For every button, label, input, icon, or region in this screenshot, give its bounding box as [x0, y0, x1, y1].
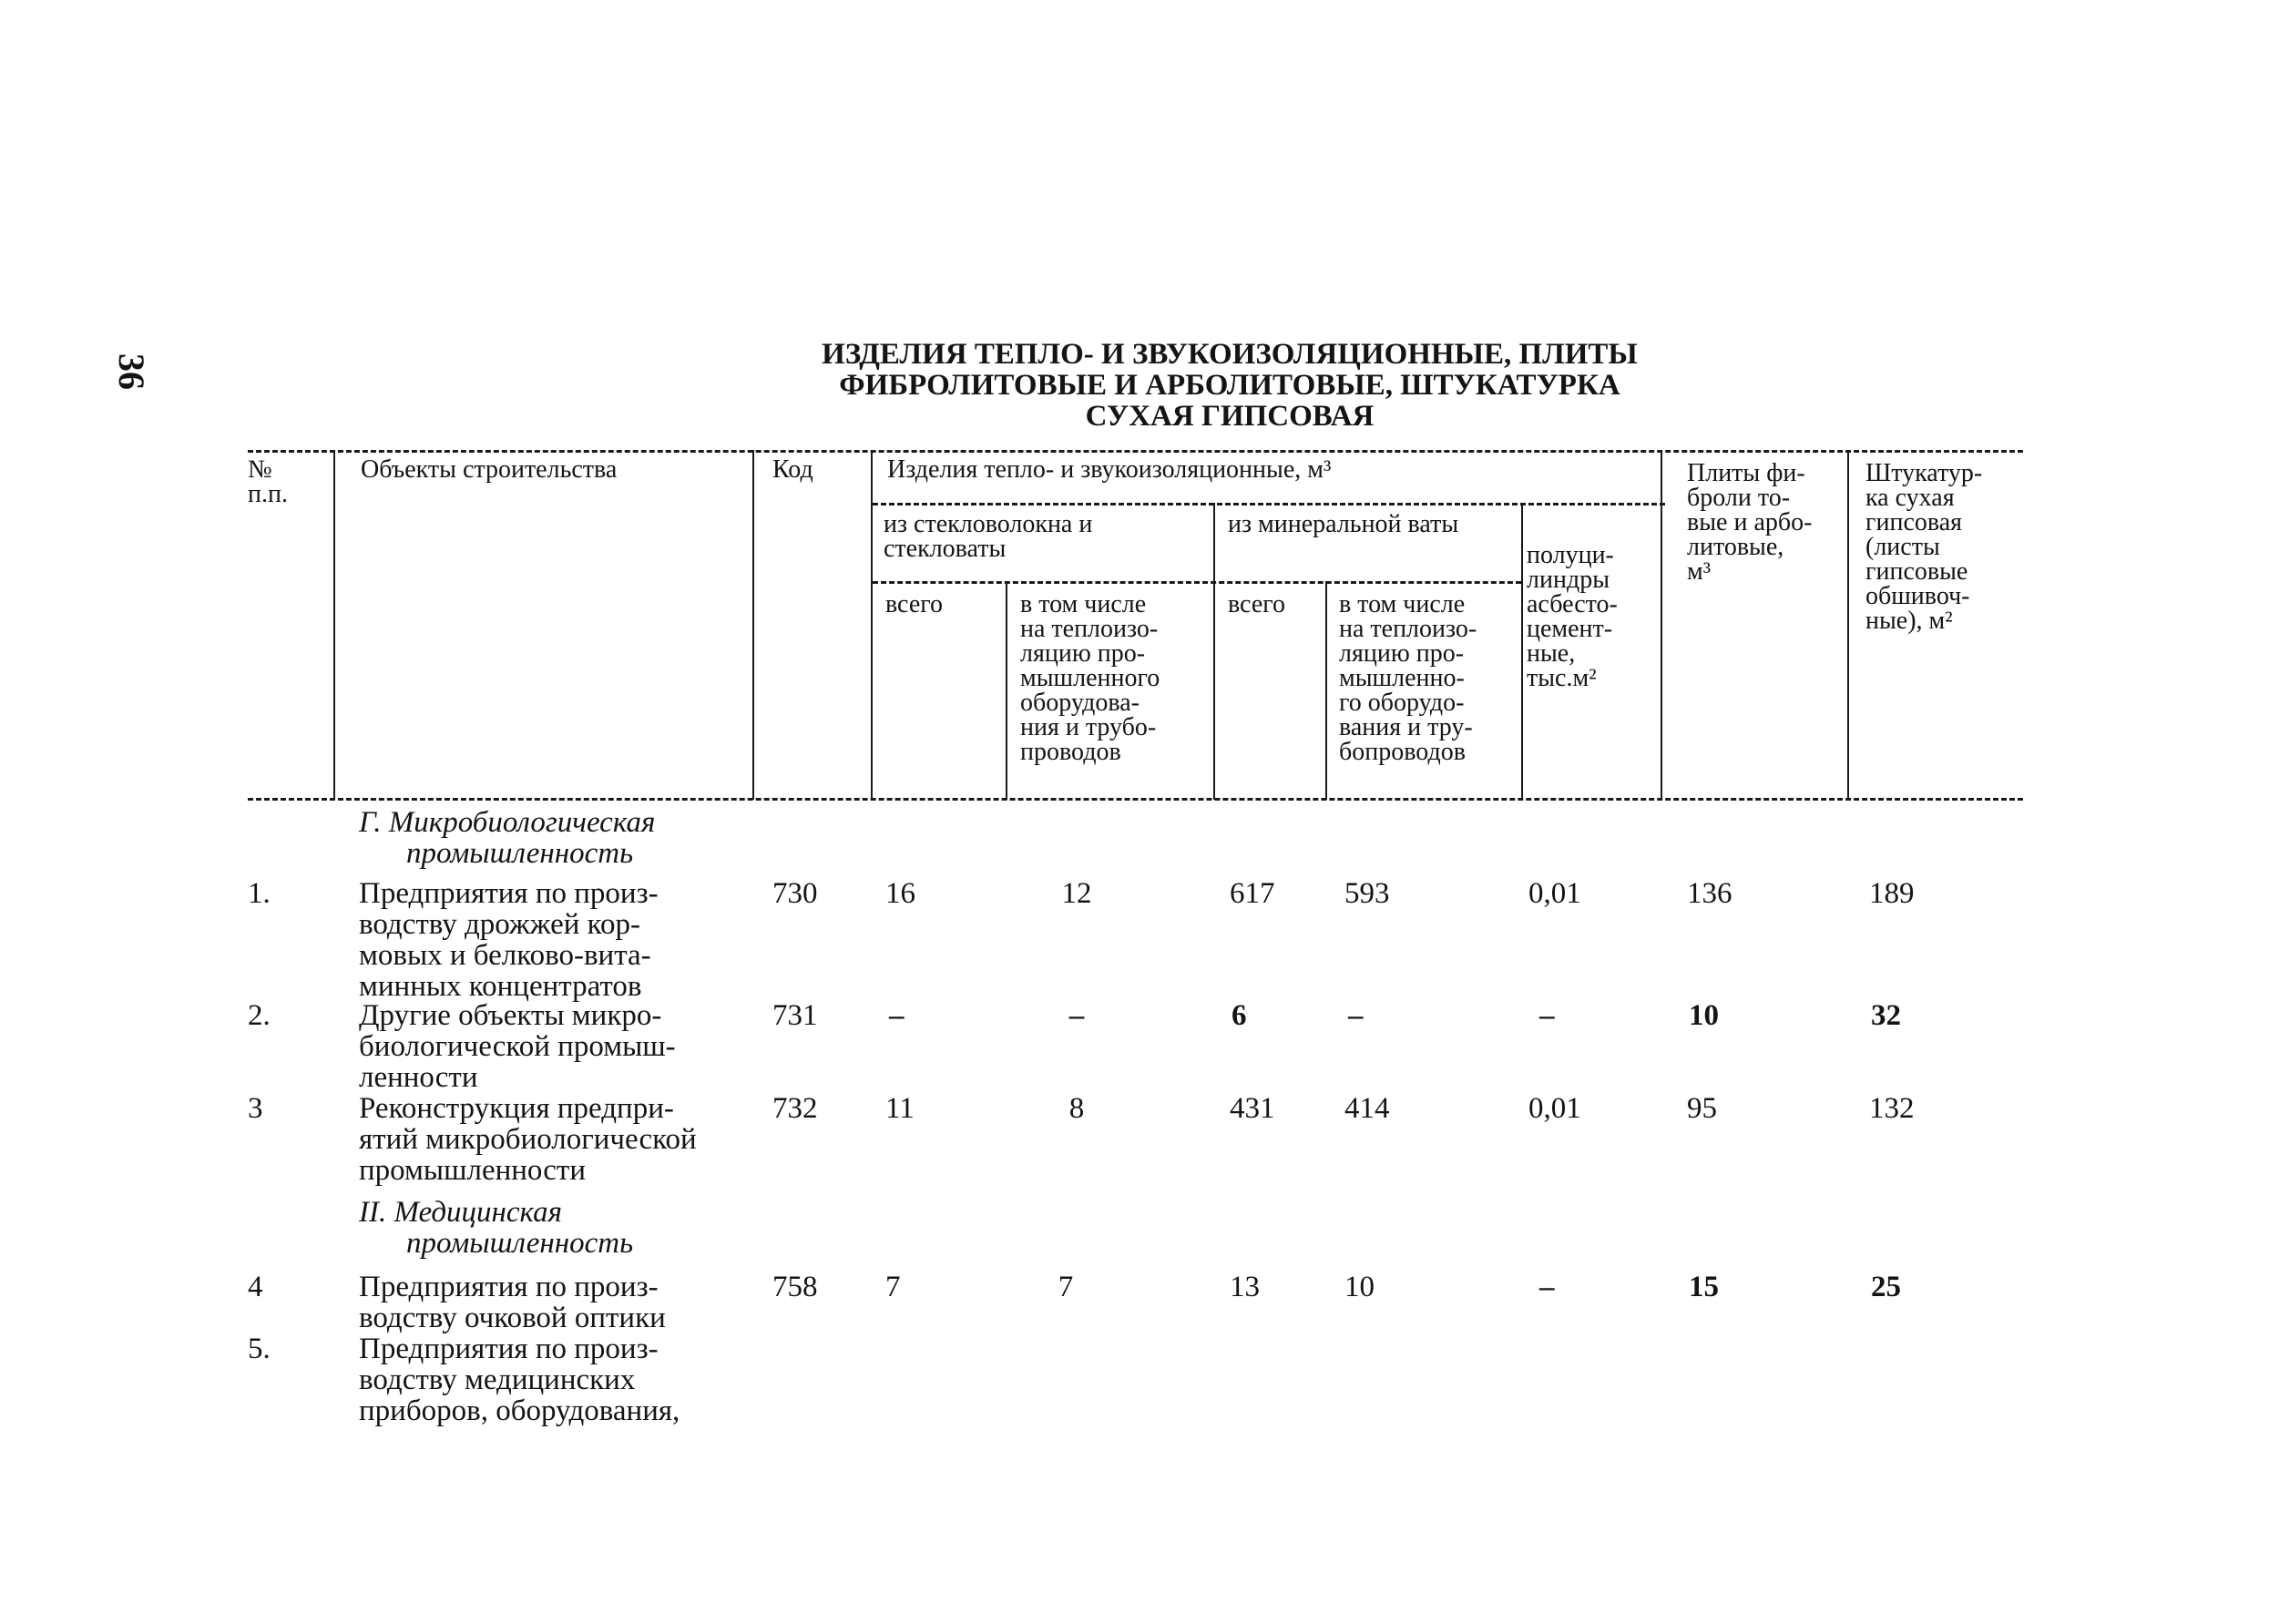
row-object: Предприятия по произ- водству медицинских приборов, оборудования,: [359, 1333, 680, 1427]
row-glass-incl: 7: [1058, 1271, 1074, 1303]
col-rule-6: [1325, 581, 1327, 800]
col-rule-9: [1847, 450, 1849, 800]
header-plaster: Штукатур- ка сухая гипсовая (листы гипсовые обшивоч- ные), м²: [1865, 459, 1983, 635]
row-mineral-total: 431: [1230, 1092, 1275, 1125]
row-object: Предприятия по произ- водству дрожжей кор- мовых и белково-вита- минных концентратов: [359, 877, 659, 1003]
header-num: № п.п.: [248, 455, 288, 508]
insulation-subrule: [873, 503, 1665, 506]
title-line-3: СУХАЯ ГИПСОВАЯ: [1085, 400, 1375, 433]
col-rule-4: [1006, 581, 1007, 800]
row-mineral-total: 617: [1230, 877, 1275, 910]
header-bottom-rule: [248, 798, 2023, 801]
row-mineral-incl: 593: [1344, 877, 1390, 910]
row-mineral-incl: –: [1348, 999, 1364, 1032]
col-rule-5: [1213, 503, 1215, 800]
row-object: Предприятия по произ- водству очковой оптики: [359, 1271, 666, 1334]
row-half-cylinders: 0,01: [1528, 1092, 1581, 1125]
row-code: 732: [772, 1092, 818, 1125]
header-incl-glass: в том числе на теплоизо- ляцию про- мышленного оборудова- ния и трубо- проводов: [1020, 590, 1160, 766]
col-rule-2: [752, 450, 754, 800]
header-total-mineral: всего: [1228, 590, 1286, 618]
header-glass: из стекловолокна и стекловаты: [884, 510, 1093, 563]
col-rule-7: [1521, 503, 1523, 800]
title-line-2: ФИБРОЛИТОВЫЕ И АРБОЛИТОВЫЕ, ШТУКАТУРКА: [839, 369, 1620, 402]
row-glass-incl: –: [1068, 999, 1085, 1032]
header-insulation: Изделия тепло- и звукоизоляционные, м³: [887, 455, 1332, 484]
header-objects: Объекты строительства: [361, 455, 618, 484]
row-fibro: 15: [1689, 1271, 1719, 1303]
page-number: 36: [111, 353, 152, 390]
title-line-1: ИЗДЕЛИЯ ТЕПЛО- И ЗВУКОИЗОЛЯЦИОННЫЕ, ПЛИТЫ: [822, 338, 1638, 371]
section-heading-ii: II. Медицинская промышленность: [359, 1196, 634, 1260]
header-fibro: Плиты фи- броли то- вые и арбо- литовые, м³: [1687, 459, 1813, 586]
col-rule-8: [1661, 450, 1662, 800]
row-glass-total: 7: [885, 1271, 901, 1303]
row-fibro: 136: [1687, 877, 1732, 910]
row-number: 1.: [248, 877, 271, 910]
row-glass-total: 11: [885, 1092, 915, 1125]
header-half-cylinders: полуци- линдры асбесто- цемент- ные, тыс.м²: [1527, 541, 1618, 692]
row-mineral-incl: 414: [1344, 1092, 1390, 1125]
header-incl-mineral: в том числе на теплоизо- ляцию про- мышленно- го оборудо- вания и тру- бопроводов: [1339, 590, 1477, 766]
row-half-cylinders: –: [1539, 1271, 1555, 1303]
col-rule-3: [871, 450, 873, 800]
row-plaster: 189: [1869, 877, 1915, 910]
header-top-rule: [248, 450, 2023, 453]
type-subrule: [873, 581, 1521, 584]
row-mineral-total: 6: [1232, 999, 1247, 1032]
row-half-cylinders: 0,01: [1528, 877, 1581, 910]
row-plaster: 132: [1869, 1092, 1915, 1125]
row-glass-incl: 12: [1061, 877, 1092, 910]
row-mineral-total: 13: [1230, 1271, 1260, 1303]
row-object: Другие объекты микро- биологической промыш- ленности: [359, 999, 676, 1094]
row-code: 730: [772, 877, 818, 910]
document-title: [638, 339, 1822, 432]
row-glass-incl: 8: [1068, 1092, 1085, 1125]
row-number: 4: [248, 1271, 263, 1303]
row-plaster: 25: [1871, 1271, 1901, 1303]
header-total-glass: всего: [885, 590, 944, 618]
row-number: 3: [248, 1092, 263, 1125]
row-half-cylinders: –: [1539, 999, 1555, 1032]
row-object: Реконструкция предпри- ятий микробиологической промышленности: [359, 1092, 697, 1187]
row-plaster: 32: [1871, 999, 1901, 1032]
col-rule-1: [333, 450, 335, 800]
row-mineral-incl: 10: [1344, 1271, 1375, 1303]
row-number: 5.: [248, 1333, 271, 1365]
row-fibro: 10: [1689, 999, 1719, 1032]
row-glass-total: –: [889, 999, 905, 1032]
row-fibro: 95: [1687, 1092, 1717, 1125]
row-number: 2.: [248, 999, 271, 1032]
row-code: 731: [772, 999, 818, 1032]
section-heading-g: Г. Микробиологическая промышленность: [359, 806, 656, 870]
header-mineral: из минеральной ваты: [1228, 510, 1459, 538]
header-code: Код: [772, 455, 813, 484]
row-code: 758: [772, 1271, 818, 1303]
row-glass-total: 16: [885, 877, 915, 910]
